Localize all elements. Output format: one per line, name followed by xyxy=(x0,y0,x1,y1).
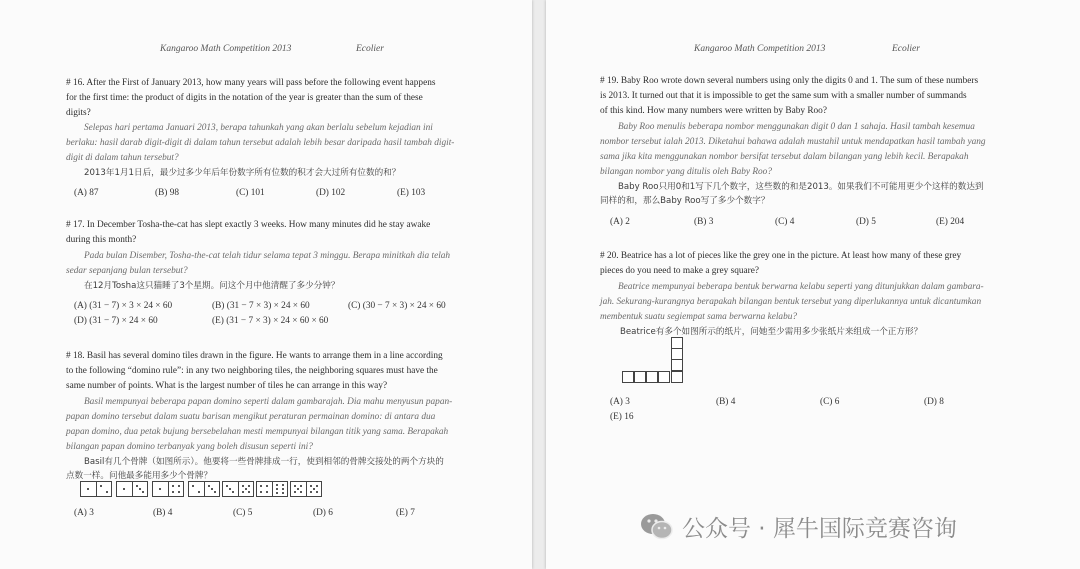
q20-option-c: (C) 6 xyxy=(820,397,840,407)
q18-option-a: (A) 3 xyxy=(74,508,94,518)
watermark xyxy=(640,510,957,543)
domino-tile xyxy=(256,481,288,497)
header-title: Kangaroo Math Competition 2013 xyxy=(160,44,292,54)
q16-ms-line: Selepas hari pertama Januari 2013, berapa tahunkah yang akan berlalu sebelum kejadian ini xyxy=(84,123,433,133)
q18-option-d: (D) 6 xyxy=(313,508,333,518)
q20-option-d: (D) 8 xyxy=(924,397,944,407)
q20-zh-line: Beatrice有多个如图所示的纸片，问她至少需用多少张纸片来组成一个正方形？ xyxy=(620,327,923,337)
q16-zh-line: 2013年1月1日后，最少过多少年后年份数字所有位数的积才会大过所有位数的和？ xyxy=(84,168,401,178)
q19-ms-line: bilangan nombor yang ditulis oleh Baby Roo? xyxy=(600,167,772,177)
q19-en-line: of this kind. How many numbers were written by Baby Roo? xyxy=(600,106,827,116)
q17-option-d: (D) (31 − 7) × 24 × 60 xyxy=(74,316,158,326)
q17-option-b: (B) (31 − 7 × 3) × 24 × 60 xyxy=(212,301,310,311)
header-title: Kangaroo Math Competition 2013 xyxy=(694,44,826,54)
figure-square xyxy=(622,371,634,383)
q17-option-a: (A) (31 − 7) × 3 × 24 × 60 xyxy=(74,301,173,311)
q18-ms-line: Basil mempunyai beberapa papan domino seperti dalam gambarajah. Dia mahu menyusun papan- xyxy=(84,397,453,407)
domino-tile xyxy=(188,481,220,497)
q20-option-e: (E) 16 xyxy=(610,412,634,422)
q19-en-line: # 19. Baby Roo wrote down several numbers using only the digits 0 and 1. The sum of these numbers xyxy=(600,76,979,86)
q18-option-c: (C) 5 xyxy=(233,508,253,518)
domino-tile xyxy=(152,481,184,497)
q16-option-c: (C) 101 xyxy=(236,188,265,198)
q16-ms-line: berlaku: hasil darab digit-digit di dalam tahun tersebut adalah lebih besar daripada hasil tambah digit- xyxy=(66,138,455,148)
q20-option-b: (B) 4 xyxy=(716,397,736,407)
q17-en-line: # 17. In December Tosha-the-cat has slept exactly 3 weeks. How many minutes did he stay awake xyxy=(66,220,431,230)
figure-square xyxy=(658,371,670,383)
q18-option-b: (B) 4 xyxy=(153,508,173,518)
q20-en-line: pieces do you need to make a grey square? xyxy=(600,266,760,276)
domino-tile xyxy=(80,481,112,497)
q18-en-line: to the following “domino rule”: in any two neighboring tiles, the neighboring squares must have the xyxy=(66,366,438,376)
domino-tile xyxy=(116,481,148,497)
q19-zh-line: Baby Roo只用0和1写下几个数字，这些数的和是2013。如果我们不可能用更少个这样的数达到 xyxy=(618,182,984,192)
q16-en-line: digits? xyxy=(66,108,91,118)
figure-square xyxy=(671,359,683,371)
q18-ms-line: bilangan papan domino terbanyak yang boleh disusun seperti ini? xyxy=(66,442,313,452)
q19-en-line: is 2013. It turned out that it is impossible to get the same sum with a smaller number of summands xyxy=(600,91,967,101)
q19-ms-line: nombor tersebut ialah 2013. Diketahui bahawa adalah mustahil untuk mendapatkan hasil tambah yang xyxy=(600,137,986,147)
q20-ms-line: Beatrice mempunyai beberapa bentuk berwarna kelabu seperti yang ditunjukkan dalam gambara- xyxy=(618,282,984,292)
q16-ms-line: digit di dalam tahun tersebut? xyxy=(66,153,179,163)
q20-en-line: # 20. Beatrice has a lot of pieces like the grey one in the picture. At least how many of these grey xyxy=(600,251,962,261)
q17-ms-line: sedar sepanjang bulan tersebut? xyxy=(66,266,188,276)
wechat-icon xyxy=(640,513,674,541)
q16-option-a: (A) 87 xyxy=(74,188,99,198)
q16-en-line: for the first time: the product of digits in the notation of the year is greater than the sum of these xyxy=(66,93,423,103)
figure-square xyxy=(646,371,658,383)
q16-option-e: (E) 103 xyxy=(397,188,426,198)
q17-en-line: during this month? xyxy=(66,235,137,245)
q17-option-c: (C) (30 − 7 × 3) × 24 × 60 xyxy=(348,301,446,311)
header-level: Ecolier xyxy=(356,44,384,54)
q16-option-b: (B) 98 xyxy=(155,188,180,198)
q20-ms-line: membentuk suatu segiempat sama berwarna kelabu? xyxy=(600,312,798,322)
q19-option-d: (D) 5 xyxy=(856,217,876,227)
q18-zh-line: 点数一样。问他最多能用多少个骨牌？ xyxy=(66,471,213,481)
domino-tile xyxy=(290,481,322,497)
watermark-text: 公众号 · 犀牛国际竞赛咨询 xyxy=(682,516,957,542)
q19-option-c: (C) 4 xyxy=(775,217,795,227)
figure-square xyxy=(634,371,646,383)
q19-option-a: (A) 2 xyxy=(610,217,630,227)
q19-zh-line: 同样的和，那么Baby Roo写了多少个数字？ xyxy=(600,196,770,206)
q17-ms-line: Pada bulan Disember, Tosha-the-cat telah tidur selama tepat 3 minggu. Berapa minitkah dia telah xyxy=(84,251,451,261)
left-page xyxy=(0,0,532,569)
q19-ms-line: sama jika kita menggunakan nombor bersifat tersebut dalam bilangan yang lebih kecil. Berapakah xyxy=(600,152,969,162)
q19-option-e: (E) 204 xyxy=(936,217,965,227)
right-page xyxy=(546,0,1080,569)
q18-ms-line: papan domino, dua petak bujung bersebelahan mesti mempunyai bilangan titik yang sama. Berapakah xyxy=(66,427,449,437)
q19-option-b: (B) 3 xyxy=(694,217,714,227)
q18-option-e: (E) 7 xyxy=(396,508,415,518)
q17-option-e: (E) (31 − 7 × 3) × 24 × 60 × 60 xyxy=(212,316,329,326)
q19-ms-line: Baby Roo menulis beberapa nombor menggunakan digit 0 dan 1 sahaja. Hasil tambah kesemua xyxy=(618,122,975,132)
header-level: Ecolier xyxy=(892,44,920,54)
q20-ms-line: jah. Sekurang-kurangnya berapakah bilangan bentuk tersebut yang diperlukannya untuk dicantumkan xyxy=(600,297,982,307)
figure-square xyxy=(671,371,683,383)
q18-en-line: same number of points. What is the largest number of tiles he can arrange in this way? xyxy=(66,381,388,391)
q20-option-a: (A) 3 xyxy=(610,397,630,407)
q16-en-line: # 16. After the First of January 2013, how many years will pass before the following event happens xyxy=(66,78,436,88)
q18-en-line: # 18. Basil has several domino tiles drawn in the figure. He wants to arrange them in a line according xyxy=(66,351,443,361)
q18-ms-line: papan domino tersebut dalam suatu barisan mengikut peraturan permainan domino: di antara dua xyxy=(66,412,436,422)
domino-tile xyxy=(222,481,254,497)
q18-zh-line: Basil有几个骨牌（如图所示）。他要将一些骨牌排成一行，使到相邻的骨牌交接处的两个方块的 xyxy=(84,457,444,467)
q16-option-d: (D) 102 xyxy=(316,188,346,198)
q17-zh-line: 在12月Tosha这只猫睡了3个星期。问这个月中他清醒了多少分钟？ xyxy=(84,281,340,291)
